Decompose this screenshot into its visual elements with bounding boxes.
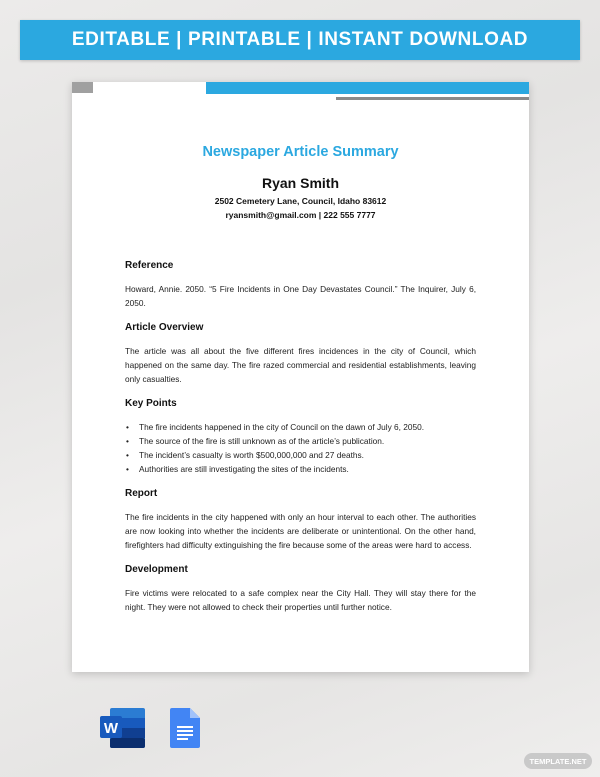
document-title: Newspaper Article Summary [202,144,399,160]
author-contact: ryansmith@gmail.com | 222 555 7777 [225,210,376,220]
key-points-list [125,420,476,476]
section-heading-development: Development [125,564,188,575]
list-item: • Authorities are still investigating the sites of the incidents. [125,462,476,476]
section-heading-reference: Reference [125,260,174,271]
decorative-gray-bar [336,97,529,100]
decorative-blue-bar [206,82,529,94]
section-heading-overview: Article Overview [125,322,204,333]
list-item: • The source of the fire is still unknown as of the article’s publication. [125,434,476,448]
feature-banner: EDITABLE | PRINTABLE | INSTANT DOWNLOAD [20,20,580,60]
document-page [72,82,529,672]
microsoft-word-icon [100,708,145,748]
report-text: The fire incidents in the city happened with only an hour interval to each other. The authorities are now looking into whether the incidents are deliberate or unintentional. On the other hand, firefighters had difficulty extinguishing the fire because some of the areas were hard to access. [125,512,476,550]
reference-text: Howard, Annie. 2050. “5 Fire Incidents in One Day Devastates Council.” The Inquirer, July 6, 2050. [125,284,476,308]
list-item: • The incident’s casualty is worth $500,000,000 and 27 deaths. [125,448,476,462]
decorative-gray-square [72,82,93,93]
svg-text:W: W [103,720,119,737]
section-heading-key-points: Key Points [125,398,177,409]
template-net-watermark: TEMPLATE.NET [524,753,592,769]
author-address: 2502 Cemetery Lane, Council, Idaho 83612 [214,196,387,206]
development-text: Fire victims were relocated to a safe complex near the City Hall. They will stay there for the night. They were not allowed to check their properties until further notice. [125,588,476,612]
document-body [125,259,476,625]
list-item: • The fire incidents happened in the city of Council on the dawn of July 6, 2050. [125,420,476,434]
section-heading-report: Report [125,488,158,499]
overview-text: The article was all about the five different fires incidences in the city of Council, which happened on the same day. The fire razed commercial and residential establishments, leaving only casualties. [125,346,476,384]
author-name: Ryan Smith [261,175,339,191]
google-docs-icon [170,708,200,748]
